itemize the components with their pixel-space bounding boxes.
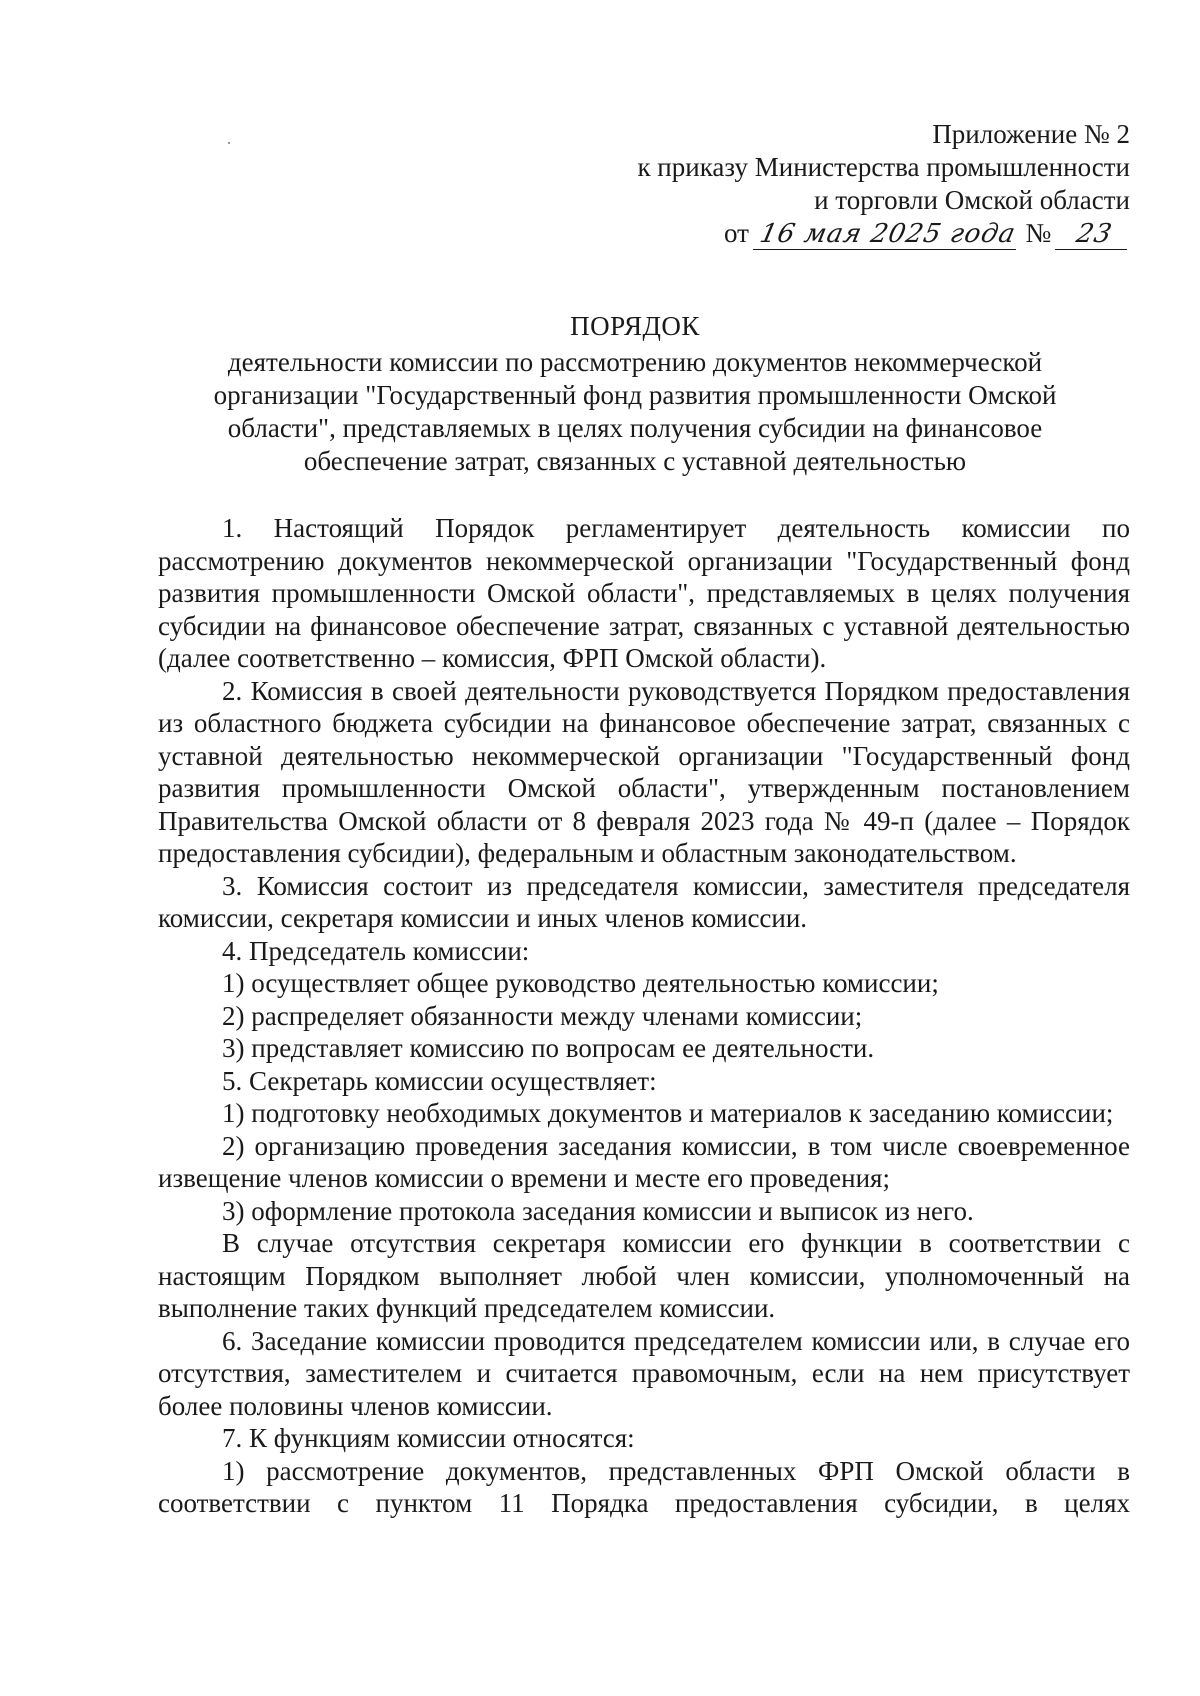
appendix-ministry-line: и торговли Омской области [814,185,1130,215]
paragraph-5-item-2: 2) организацию проведения заседания комиссии, в том числе своевременное извещение членов комиссии о времени и месте его проведения; [158,1130,1130,1193]
paragraph-5-note: В случае отсутствия секретаря комиссии его функции в соответствии с настоящим Порядком выполняет любой член комиссии, уполномоченный на выполнение таких функций председателем комиссии. [158,1228,1130,1323]
appendix-order-line: к приказу Министерства промышленности [637,152,1130,182]
paragraph-5-item-3: 3) оформление протокола заседания комиссии и выписок из него. [222,1195,974,1226]
scan-artifact [228,142,230,144]
document-title: ПОРЯДОК [570,311,700,341]
number-sign: № [1025,218,1052,248]
paragraph-6: 6. Заседание комиссии проводится председателем комиссии или, в случае его отсутствия, заместителем и считается правомочным, если на нем присутствует более половины членов комиссии. [158,1325,1130,1421]
date-prefix: от [723,218,749,248]
paragraph-4-item-1: 1) осуществляет общее руководство деятельностью комиссии; [222,968,939,998]
document-subtitle: деятельности комиссии по рассмотрению документов некоммерческой организации "Государственный фонд развития промышленности Омской области", представляемых в целях получения субсидии на финансовое обеспечение затрат, связанных с уставной деятельностью [213,347,1057,476]
handwritten-date: 16 мая 2025 года [753,221,1022,250]
paragraph-7: 7. К функциям комиссии относятся: [222,1423,635,1453]
order-date-line [724,217,1130,250]
document-body [158,512,1130,1520]
paragraph-1: 1. Настоящий Порядок регламентирует деятельность комиссии по рассмотрению документов некоммерческой организации "Государственный фонд развития промышленности Омской области", представляемых в целях получения субсидии на финансовое обеспечение затрат, связанных с уставной деятельностью (далее соответственно – комиссия, ФРП Омской области). [158,513,1130,673]
paragraph-5-item-1: 1) подготовку необходимых документов и материалов к заседанию комиссии; [222,1098,1114,1128]
appendix-number: Приложение № 2 [932,119,1130,149]
paragraph-4-item-2: 2) распределяет обязанности между членами комиссии; [222,1000,863,1031]
appendix-header [637,118,1130,250]
paragraph-5: 5. Секретарь комиссии осуществляет: [222,1065,657,1096]
document-title-block [160,310,1110,478]
paragraph-4-item-3: 3) представляет комиссию по вопросам ее деятельности. [222,1033,875,1063]
paragraph-7-item-1: 1) рассмотрение документов, представленных ФРП Омской области в соответствии с пунктом 11 Порядка предоставления субсидии, в целях [158,1455,1130,1518]
paragraph-3: 3. Комиссия состоит из председателя комиссии, заместителя председателя комиссии, секретаря комиссии и иных членов комиссии. [158,870,1130,933]
handwritten-number: 23 [1055,221,1133,250]
paragraph-2: 2. Комиссия в своей деятельности руководствуется Порядком предоставления из областного бюджета субсидии на финансовое обеспечение затрат, связанных с уставной деятельностью некоммерческой организации "Государственный фонд развития промышленности Омской области", утвержденным постановлением Правительства Омской области от 8 февраля 2023 года № 49-п (далее – Порядок предоставления субсидии), федеральным и областным законодательством. [158,675,1130,868]
paragraph-4: 4. Председатель комиссии: [222,935,530,966]
